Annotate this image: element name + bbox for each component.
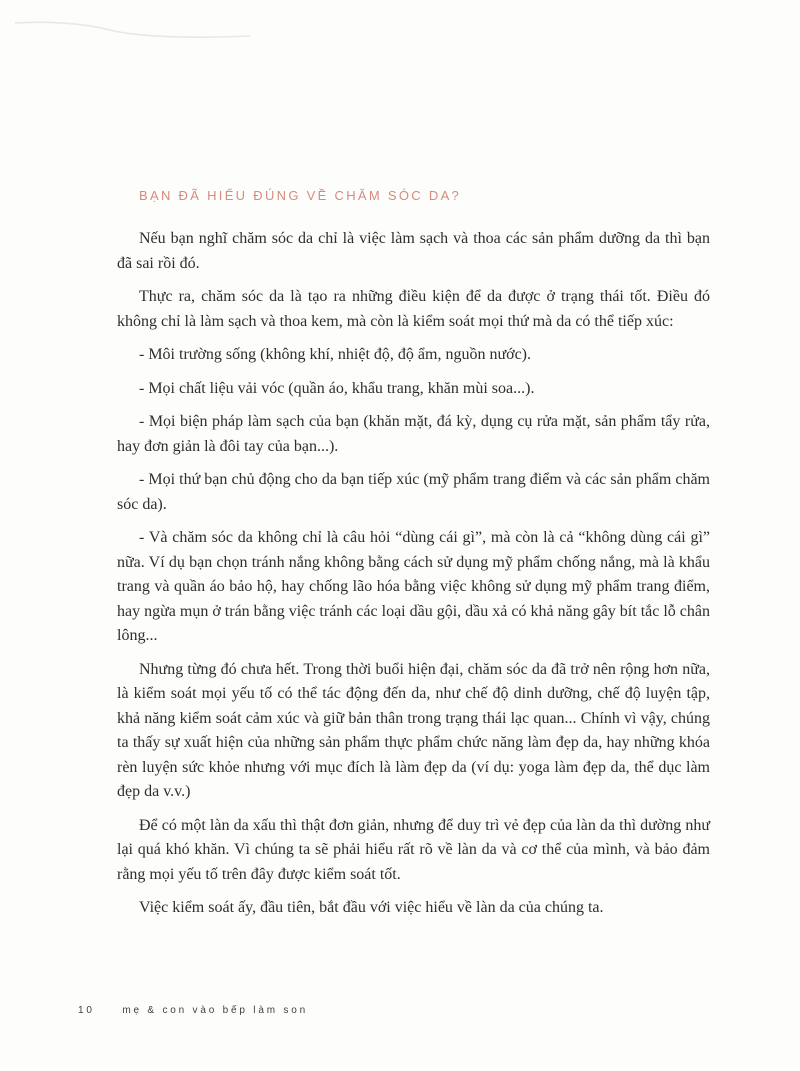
section-heading: BẠN ĐÃ HIỂU ĐÚNG VỀ CHĂM SÓC DA? <box>139 188 462 203</box>
page-body <box>117 227 710 930</box>
list-item: - Môi trường sống (không khí, nhiệt độ, độ ẩm, nguồn nước). <box>139 346 532 363</box>
paragraph: Việc kiểm soát ấy, đầu tiên, bắt đầu với việc hiểu về làn da của chúng ta. <box>139 899 604 916</box>
paragraph: Thực ra, chăm sóc da là tạo ra những điều kiện để da được ở trạng thái tốt. Điều đó không chỉ là làm sạch và thoa kem, mà còn là kiểm soát mọi thứ mà da có thể tiếp xúc: <box>117 288 710 330</box>
book-title: mẹ & con vào bếp làm son <box>122 1005 308 1016</box>
paragraph: Nếu bạn nghĩ chăm sóc da chỉ là việc làm sạch và thoa các sản phẩm dưỡng da thì bạn đã sai rồi đó. <box>117 230 710 272</box>
list-item: - Mọi thứ bạn chủ động cho da bạn tiếp xúc (mỹ phẩm trang điểm và các sản phẩm chăm sóc da). <box>117 471 710 513</box>
page-footer <box>78 1005 308 1016</box>
scan-crease-artifact <box>0 0 300 60</box>
paragraph: Để có một làn da xấu thì thật đơn giản, nhưng để duy trì vẻ đẹp của làn da thì dường như lại quá khó khăn. Vì chúng ta sẽ phải hiểu rất rõ về làn da và cơ thể của mình, và bảo đảm rằng mọi yếu tố trên đây được kiểm soát tốt. <box>117 816 710 883</box>
list-item: - Và chăm sóc da không chỉ là câu hỏi “dùng cái gì”, mà còn là cả “không dùng cái gì” nữa. Ví dụ bạn chọn tránh nắng không bằng cách sử dụng mỹ phẩm chống nắng, mà là khẩu trang và quần áo bảo hộ, hay chống lão hóa bằng việc không sử dụng mỹ phẩm trang điểm, hay ngừa mụn ở trán bằng việc tránh các loại dầu gội, dầu xả có khả năng gây bít tắc lỗ chân lông... <box>117 529 710 644</box>
page-number: 10 <box>78 1005 95 1016</box>
paragraph: Nhưng từng đó chưa hết. Trong thời buổi hiện đại, chăm sóc da đã trở nên rộng hơn nữa, là kiểm soát mọi yếu tố có thể tác động đến da, như chế độ dinh dưỡng, chế độ luyện tập, khả năng kiểm soát cảm xúc và giữ bản thân trong trạng thái lạc quan... Chính vì vậy, chúng ta thấy sự xuất hiện của những sản phẩm thực phẩm chức năng làm đẹp da, hay những khóa rèn luyện sức khỏe nhưng với mục đích là làm đẹp da (ví dụ: yoga làm đẹp da, thể dục làm đẹp da v.v.) <box>117 660 710 800</box>
list-item: - Mọi biện pháp làm sạch của bạn (khăn mặt, đá kỳ, dụng cụ rửa mặt, sản phẩm tẩy rửa, hay đơn giản là đôi tay của bạn...). <box>117 413 710 455</box>
list-item: - Mọi chất liệu vải vóc (quần áo, khẩu trang, khăn mùi soa...). <box>139 379 535 397</box>
